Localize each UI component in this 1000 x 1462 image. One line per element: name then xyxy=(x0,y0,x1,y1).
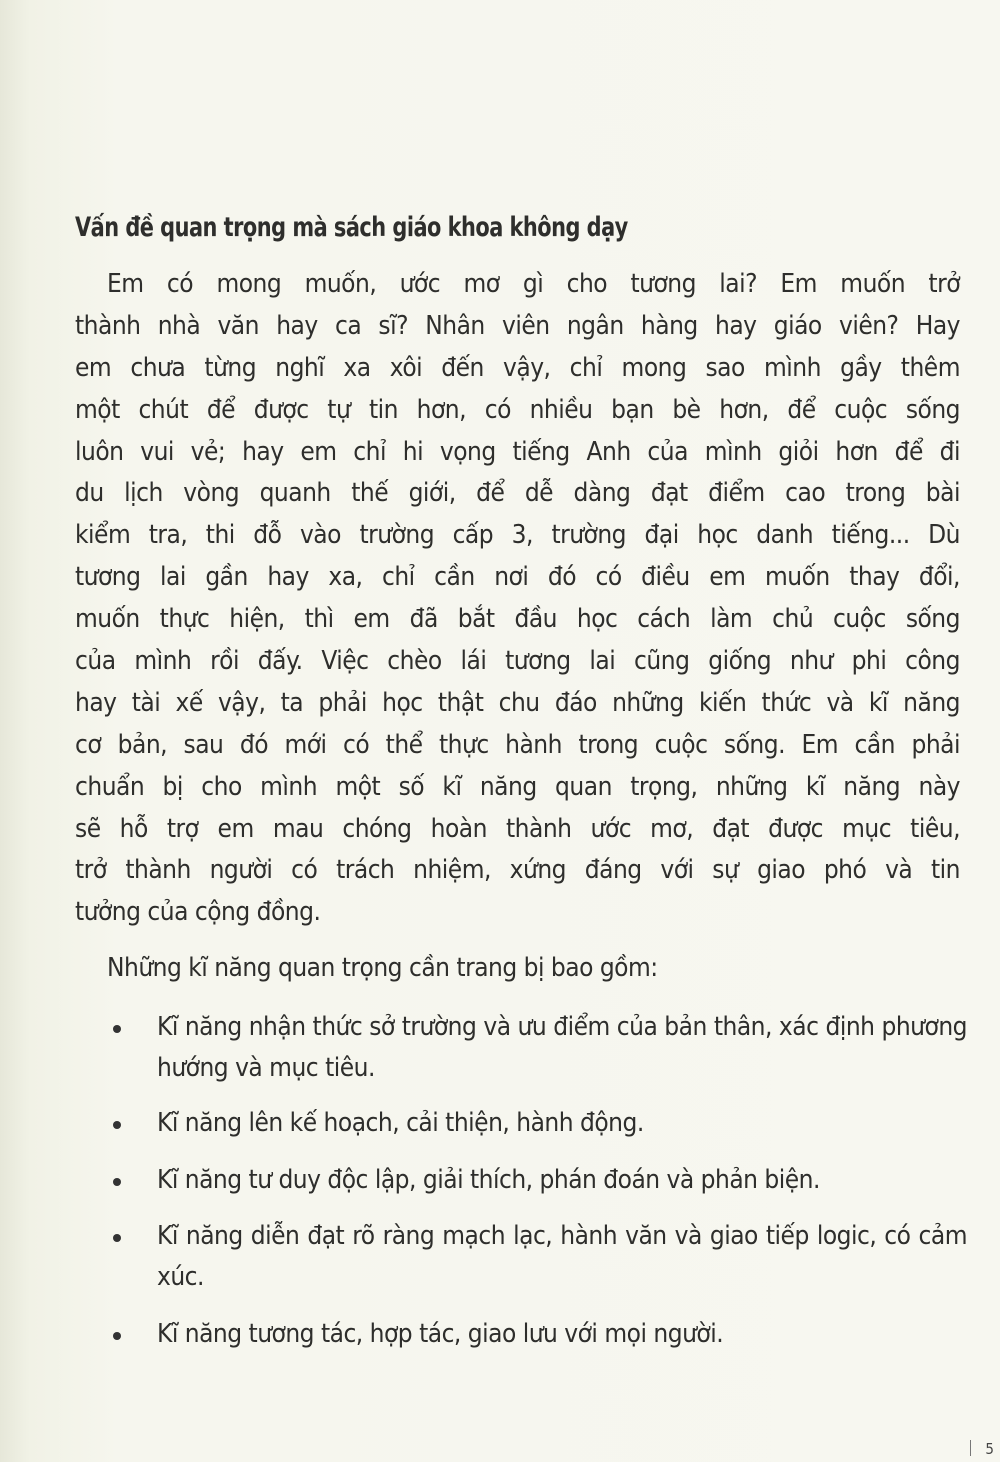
paragraph-line: em chưa từng nghĩ xa xôi đến vậy, chỉ mong sao mình gầy thêm xyxy=(75,352,960,383)
bullet-text: Kĩ năng lên kế hoạch, cải thiện, hành động. xyxy=(157,1108,644,1138)
paragraph-line: một chút để được tự tin hơn, có nhiều bạn bè hơn, để cuộc sống xyxy=(75,394,960,425)
bullet-text: Kĩ năng nhận thức sở trường và ưu điểm của bản thân, xác định phương hướng và mục tiêu. xyxy=(157,1012,967,1083)
bullet-text: Kĩ năng tư duy độc lập, giải thích, phán đoán và phản biện. xyxy=(157,1165,820,1195)
page-number-divider xyxy=(970,1440,971,1456)
bullet-icon xyxy=(113,1234,121,1242)
paragraph-line: luôn vui vẻ; hay em chỉ hi vọng tiếng Anh của mình giỏi hơn để đi xyxy=(75,436,960,467)
bullet-icon xyxy=(113,1121,121,1129)
paragraph-line: của mình rồi đấy. Việc chèo lái tương lai cũng giống như phi công xyxy=(75,646,960,677)
paragraph-line: muốn thực hiện, thì em đã bắt đầu học cách làm chủ cuộc sống xyxy=(75,604,960,635)
section-heading: Vấn đề quan trọng mà sách giáo khoa không dạy xyxy=(75,212,628,243)
paragraph-line: sẽ hỗ trợ em mau chóng hoàn thành ước mơ, đạt được mục tiêu, xyxy=(75,813,960,844)
paragraph-line: trở thành người có trách nhiệm, xứng đáng với sự giao phó và tin xyxy=(75,855,960,886)
bullet-item xyxy=(113,1007,967,1089)
paragraph-line: kiểm tra, thi đỗ vào trường cấp 3, trường đại học danh tiếng... Dù xyxy=(75,520,960,551)
paragraph-line: Em có mong muốn, ước mơ gì cho tương lai? Em muốn trở xyxy=(107,269,960,299)
paragraph-line: chuẩn bị cho mình một số kĩ năng quan trọng, những kĩ năng này xyxy=(75,771,960,802)
bullet-item xyxy=(113,1216,967,1298)
page-number: 5 xyxy=(985,1440,994,1458)
paragraph-line: thành nhà văn hay ca sĩ? Nhân viên ngân hàng hay giáo viên? Hay xyxy=(75,310,960,341)
paragraph-line: du lịch vòng quanh thế giới, để dễ dàng đạt điểm cao trong bài xyxy=(75,478,960,509)
skills-intro: Những kĩ năng quan trọng cần trang bị bao gồm: xyxy=(107,953,658,983)
paragraph-line: hay tài xế vậy, ta phải học thật chu đáo những kiến thức và kĩ năng xyxy=(75,687,960,718)
bullet-icon xyxy=(113,1025,121,1033)
bullet-item xyxy=(113,1160,963,1201)
bullet-item xyxy=(113,1314,963,1355)
paragraph-line: cơ bản, sau đó mới có thể thực hành trong cuộc sống. Em cần phải xyxy=(75,729,960,760)
body-paragraph xyxy=(75,264,960,934)
bullet-icon xyxy=(113,1178,121,1186)
bullet-text: Kĩ năng tương tác, hợp tác, giao lưu với mọi người. xyxy=(157,1319,724,1349)
bullet-icon xyxy=(113,1332,121,1340)
bullet-item xyxy=(113,1103,963,1144)
paragraph-line: tưởng của cộng đồng. xyxy=(75,897,321,928)
bullet-text: Kĩ năng diễn đạt rõ ràng mạch lạc, hành văn và giao tiếp logic, có cảm xúc. xyxy=(157,1221,967,1292)
paragraph-line: tương lai gần hay xa, chỉ cần nơi đó có điều em muốn thay đổi, xyxy=(75,562,960,593)
